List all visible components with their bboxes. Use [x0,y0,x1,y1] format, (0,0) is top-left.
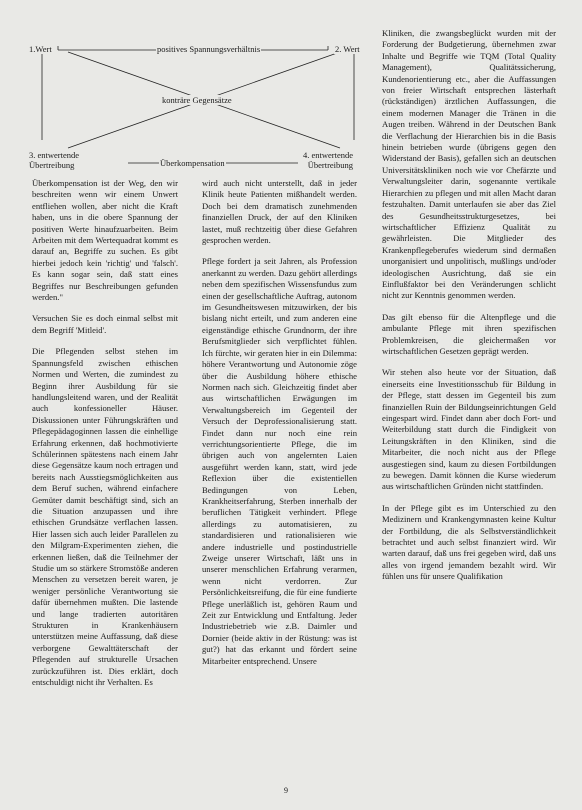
paragraph: Versuchen Sie es doch einmal selbst mit dem Begriff 'Mitleid'. [32,313,178,335]
diagram-label-bottom-center: Überkompensation [160,158,225,168]
diagram-label-top-left: 1.Wert [29,44,52,54]
paragraph: wird auch nicht unterstellt, daß in jeder Klinik heute Patienten mißhandelt werden. Doch bei dem dramatisch zunehmenden finanziellen Druck, der auf den Kliniken lastet, muß rechtzeitig über diese Gefahren gesprochen werden. [202,178,357,246]
text-column-1 [32,178,178,688]
paragraph: Überkompensation ist der Weg, den wir beschreiten wenn wir einem Unwert entfliehen wollen, aber nicht die Kraft haben, uns in die obere Spannung der positiven Werte hinaufzuarbeiten. Beim Arbeiten mit dem Wertequadrat kommt es darauf an, Begriffe zu suchen. Es gibt hierbei jedoch kein 'richtig' und 'falsch'. Es kann sogar sein, daß statt eines Begriffes nur Beschreibungen gefunden werden." [32,178,178,303]
paragraph: Kliniken, die zwangsbeglückt wurden mit der Forderung der Budgetierung, übernehmen zwar Inhalte und Begriffe wie TQM (Total Quality Management), Qualitätssicherung, Kundenorientierung etc., aber die Auffassungen von freier Wirtschaft entsprechen lästerhaft (rückständigen) ärztlichen Auffassungen, die einem modernen Manager die Tränen in die Augen treiben. Während in der Deutschen Bank die Verflachung der Hierarchien bis in die Basis hinein betrieben wurde (übrigens gegen den Widerstand der Basis), gefallen sich an deutschen Universitätskliniken noch wie vor Chefärzte und Verwaltungsleiter darin, sogenannte vertikale Hierarchien zu pflegen und mit allen Macht daran festzuhalten. Damit unterlaufen sie aber das Ziel des Gesundheitsstrukturgesetzes, bei wirtschaftlicher Effizienz Qualität zu gewährleisten. Die Mitglieder des Krankenpflegeberufes wiederum sind dermaßen unorganisiert und unpolitisch, mußlings und/oder ideologischen Ausrichtung, daß sie ein Einflußfaktor bei den Veränderungen schlicht nicht zur Kenntnis genommen werden. [382,28,556,301]
text-column-3 [382,28,556,583]
diagram-label-top-center: positives Spannungsverhältnis [157,44,261,54]
paragraph: Pflege fordert ja seit Jahren, als Profession anerkannt zu werden. Dazu gehört allerdings neben dem spezifischen Wissensfundus zum einen der gesellschaftliche Auftrag, autonom im Gesundheitswesen mitzuwirken, der bis bislang nicht erteilt, und zum anderen eine eigenständige ethische Grundnorm, der ihre Berufsmitglieder sich verpflichtet fühlen. Ich fürchte, wir geraten hier in ein Dilemma: höhere Verantwortung und Autonomie zöge über die Ausbildung höhere ethische Normen nach sich. Gleichzeitig findet aber aus wirtschaftlichen Erwägungen im Verwaltungsbereich im Gegenteil der Versuch der Deprofessionalisierung statt. Findet dann nur noch eine rein verrichtungsorientierte Pflege, die im übrigen auch von angelernten Laien ausgeführt werden kann, statt, wird jede Reflexion über die existentiellen Bedingungen von Leben, Krankheitserfahrung, Sterben innerhalb der beruflichen Tätigkeit verhindert. Pflege allerdings zu automatisieren, zu standardisieren und rationalisieren wie andere industrielle und postindustrielle Zweige unserer Wirtschaft, läßt uns in unserer menschlichen Erfahrung verarmen, wenn nicht verdorren. Zur Persönlichkeitsreifung, die für eine fundierte Pflege unerläßlich ist, gehören Raum und Zeit zur Entwicklung und Entfaltung. Jeder Industriebetrieb wie z.B. Daimler und Dornier (beide aktiv in der Rüstung: was ist gut?) hat das erkannt und fördert seine Mitarbeiter entsprechend. Unsere [202,256,357,666]
diagram-label-center: konträre Gegensätze [162,95,232,105]
page-number: 9 [284,786,288,795]
diagram-label-top-right: 2. Wert [335,44,360,54]
paragraph: Wir stehen also heute vor der Situation, daß einerseits eine Investitionsschub für Bildung in der Pflege, statt dessen im Gegenteil bis zum finanziellen Ruin der Bildungseinrichtungen Geld eingespart wird. Findet dann aber doch Fort- und Weiterbildung statt durch die Findigkeit von Leitungskräften in den Kliniken, sind die Mitarbeiter, die noch nicht aus der Pflege ausgestiegen sind, kaum zu diesen Fortbildungen zu bewegen. Damit können die Kurse wiederum aus wirtschaftlichen Gründen nicht stattfinden. [382,367,556,492]
paragraph: Die Pflegenden selbst stehen im Spannungsfeld zwischen ethischen Normen und Werten, die zumindest zu Beginn ihrer Ausbildung für sie handlungsleitend waren, und der Realität auch konfessioneller Häuser. Diskussionen unter Führungskräften und Pflegepädagoginnen lassen die einhellige Erfahrung erkennen, daß hochmotivierte Schülerinnen spätestens nach einem Jahr diese Gegensätze kaum noch ertragen und bereits nach Ausstiegsmöglichkeiten aus dem Beruf suchen, während einfachere Gemüter damit beschäftigt sind, sich an die Situation anzupassen und ihre ethischen Grundsätze verflachen lassen. Hier lassen sich auch leider Parallelen zu den Milgram-Experimenten ziehen, die erkennen ließen, daß die Teilnehmer der Studie um so stärkere Stromstöße anderen Menschen zu versetzen bereit waren, je weniger persönliche Verantwortung sie dafür übernehmen mußten. Die lastende und lange tradierten autoritären Strukturen in Krankenhäusern unterstützen meine Auffassung, daß diese verborgene Gewalttäterschaft der Pflegenden auf strukturelle Ursachen zurückzuführen ist. Dies erklärt, doch entschuldigt nicht ihr Verhalten. Es [32,346,178,688]
paragraph: In der Pflege gibt es im Unterschied zu den Medizinern und Krankengymnasten keine Kultur der Fortbildung, die als Selbstverständlichkeit betrachtet und auch selbst finanziert wird. Wir warten darauf, daß uns frei gegeben wird, daß uns alles von irgend jemandem bezahlt wird. Wir fühlen uns für unsere Qualifikation [382,502,556,582]
diagram-label-bottom-right: 4. entwertende Übertreibung [303,150,354,170]
text-column-2 [202,178,357,667]
paragraph: Das gilt ebenso für die Altenpflege und die ambulante Pflege mit ihren spezifischen Problemkreisen, die gleichermaßen vor wirtschaftlichen Gesetzen geprägt werden. [382,311,556,356]
diagram-label-bottom-left: 3. entwertende Übertreibung [29,150,80,170]
value-square-diagram [28,36,373,170]
